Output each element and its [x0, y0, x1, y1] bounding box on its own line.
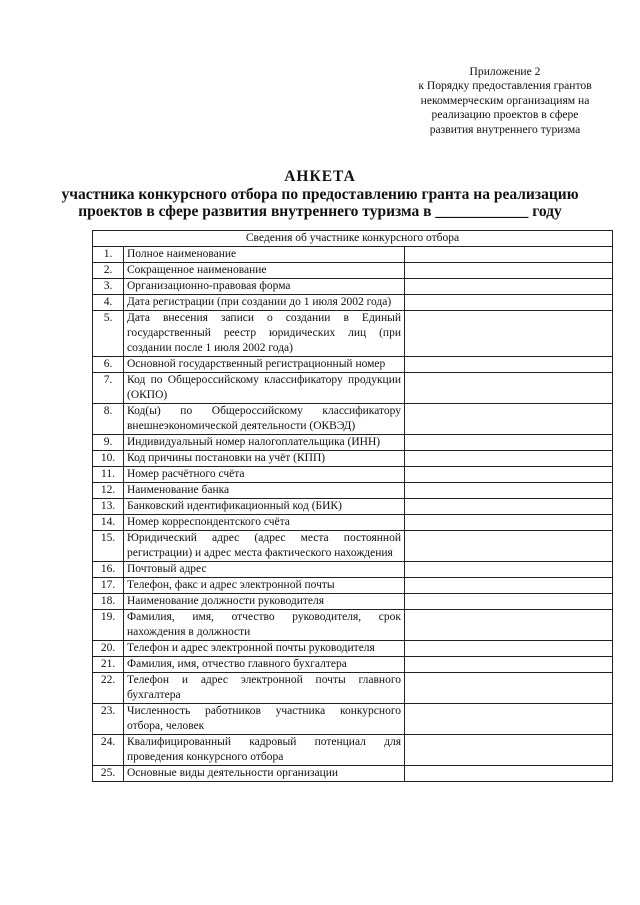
row-label: Полное наименование [124, 247, 405, 263]
row-label: Сокращенное наименование [124, 263, 405, 279]
row-label: Наименование банка [124, 483, 405, 499]
table-row [93, 594, 613, 610]
table-row [93, 247, 613, 263]
row-number: 15. [93, 531, 124, 562]
row-number: 10. [93, 451, 124, 467]
row-label: Номер корреспондентского счёта [124, 515, 405, 531]
title-subline: проектов в сфере развития внутреннего туризма в ____________ году [78, 203, 562, 220]
row-number: 4. [93, 295, 124, 311]
row-number: 3. [93, 279, 124, 295]
row-label: Почтовый адрес [124, 562, 405, 578]
row-value-field[interactable] [405, 578, 613, 594]
row-number: 21. [93, 657, 124, 673]
row-label: Телефон и адрес электронной почты главного бухгалтера [124, 673, 405, 704]
appendix-line: развития внутреннего туризма [429, 122, 581, 136]
row-number: 7. [93, 373, 124, 404]
table-row [93, 263, 613, 279]
row-number: 24. [93, 735, 124, 766]
row-value-field[interactable] [405, 735, 613, 766]
row-label: Дата регистрации (при создании до 1 июля 2002 года) [124, 295, 405, 311]
row-value-field[interactable] [405, 295, 613, 311]
row-label: Банковский идентификационный код (БИК) [124, 499, 405, 515]
title-heading: АНКЕТА [284, 168, 356, 185]
table-row [93, 562, 613, 578]
row-value-field[interactable] [405, 451, 613, 467]
row-value-field[interactable] [405, 531, 613, 562]
table-row [93, 657, 613, 673]
row-label: Организационно-правовая форма [124, 279, 405, 295]
row-value-field[interactable] [405, 673, 613, 704]
row-number: 1. [93, 247, 124, 263]
participant-form-table [92, 230, 613, 782]
row-number: 20. [93, 641, 124, 657]
appendix-line: к Порядку предоставления грантов [418, 79, 592, 93]
row-value-field[interactable] [405, 562, 613, 578]
row-label: Квалифицированный кадровый потенциал для проведения конкурсного отбора [124, 735, 405, 766]
table-row [93, 735, 613, 766]
row-number: 18. [93, 594, 124, 610]
row-number: 6. [93, 357, 124, 373]
row-value-field[interactable] [405, 594, 613, 610]
row-label: Номер расчётного счёта [124, 467, 405, 483]
row-label: Телефон, факс и адрес электронной почты [124, 578, 405, 594]
table-row [93, 467, 613, 483]
appendix-line: реализацию проектов в сфере [431, 108, 579, 122]
row-label: Телефон и адрес электронной почты руководителя [124, 641, 405, 657]
row-value-field[interactable] [405, 499, 613, 515]
table-row [93, 531, 613, 562]
row-value-field[interactable] [405, 404, 613, 435]
row-value-field[interactable] [405, 467, 613, 483]
title-subline: участника конкурсного отбора по предоставлению гранта на реализацию [61, 186, 579, 203]
row-value-field[interactable] [405, 610, 613, 641]
table-row [93, 610, 613, 641]
row-label: Наименование должности руководителя [124, 594, 405, 610]
table-row [93, 404, 613, 435]
row-label: Код(ы) по Общероссийскому классификатору внешнеэкономической деятельности (ОКВЭД) [124, 404, 405, 435]
row-number: 23. [93, 704, 124, 735]
row-number: 13. [93, 499, 124, 515]
row-number: 5. [93, 311, 124, 357]
row-number: 17. [93, 578, 124, 594]
row-label: Фамилия, имя, отчество руководителя, срок нахождения в должности [124, 610, 405, 641]
row-label: Код причины постановки на учёт (КПП) [124, 451, 405, 467]
row-value-field[interactable] [405, 515, 613, 531]
table-header: Сведения об участнике конкурсного отбора [93, 231, 613, 247]
row-number: 11. [93, 467, 124, 483]
table-row [93, 578, 613, 594]
row-number: 16. [93, 562, 124, 578]
table-row [93, 373, 613, 404]
row-value-field[interactable] [405, 247, 613, 263]
appendix-line: некоммерческим организациям на [420, 93, 590, 107]
row-number: 9. [93, 435, 124, 451]
row-value-field[interactable] [405, 766, 613, 782]
row-label: Основные виды деятельности организации [124, 766, 405, 782]
table-row [93, 311, 613, 357]
table-row [93, 357, 613, 373]
table-row [93, 641, 613, 657]
row-label: Юридический адрес (адрес места постоянной регистрации) и адрес места фактического нахождения [124, 531, 405, 562]
row-number: 14. [93, 515, 124, 531]
row-value-field[interactable] [405, 311, 613, 357]
row-label: Фамилия, имя, отчество главного бухгалтера [124, 657, 405, 673]
table-header-row [93, 231, 613, 247]
table-row [93, 435, 613, 451]
row-number: 19. [93, 610, 124, 641]
row-number: 12. [93, 483, 124, 499]
table-row [93, 483, 613, 499]
table-row [93, 673, 613, 704]
table-row [93, 515, 613, 531]
table-body [93, 247, 613, 782]
row-value-field[interactable] [405, 279, 613, 295]
table-row [93, 295, 613, 311]
row-label: Численность работников участника конкурсного отбора, человек [124, 704, 405, 735]
row-number: 2. [93, 263, 124, 279]
appendix-note [380, 65, 630, 137]
row-value-field[interactable] [405, 641, 613, 657]
row-value-field[interactable] [405, 263, 613, 279]
table-row [93, 704, 613, 735]
table-row [93, 279, 613, 295]
table-row [93, 451, 613, 467]
row-label: Дата внесения записи о создании в Единый государственный реестр юридических лиц (при создании после 1 июля 2002 года) [124, 311, 405, 357]
row-label: Индивидуальный номер налогоплательщика (ИНН) [124, 435, 405, 451]
row-number: 8. [93, 404, 124, 435]
row-label: Основной государственный регистрационный номер [124, 357, 405, 373]
row-value-field[interactable] [405, 357, 613, 373]
row-value-field[interactable] [405, 657, 613, 673]
row-value-field[interactable] [405, 435, 613, 451]
document-title [0, 168, 640, 220]
table-row [93, 499, 613, 515]
table-row [93, 766, 613, 782]
row-value-field[interactable] [405, 704, 613, 735]
appendix-line: Приложение 2 [469, 65, 541, 78]
row-number: 25. [93, 766, 124, 782]
row-number: 22. [93, 673, 124, 704]
row-value-field[interactable] [405, 373, 613, 404]
row-value-field[interactable] [405, 483, 613, 499]
row-label: Код по Общероссийскому классификатору продукции (ОКПО) [124, 373, 405, 404]
